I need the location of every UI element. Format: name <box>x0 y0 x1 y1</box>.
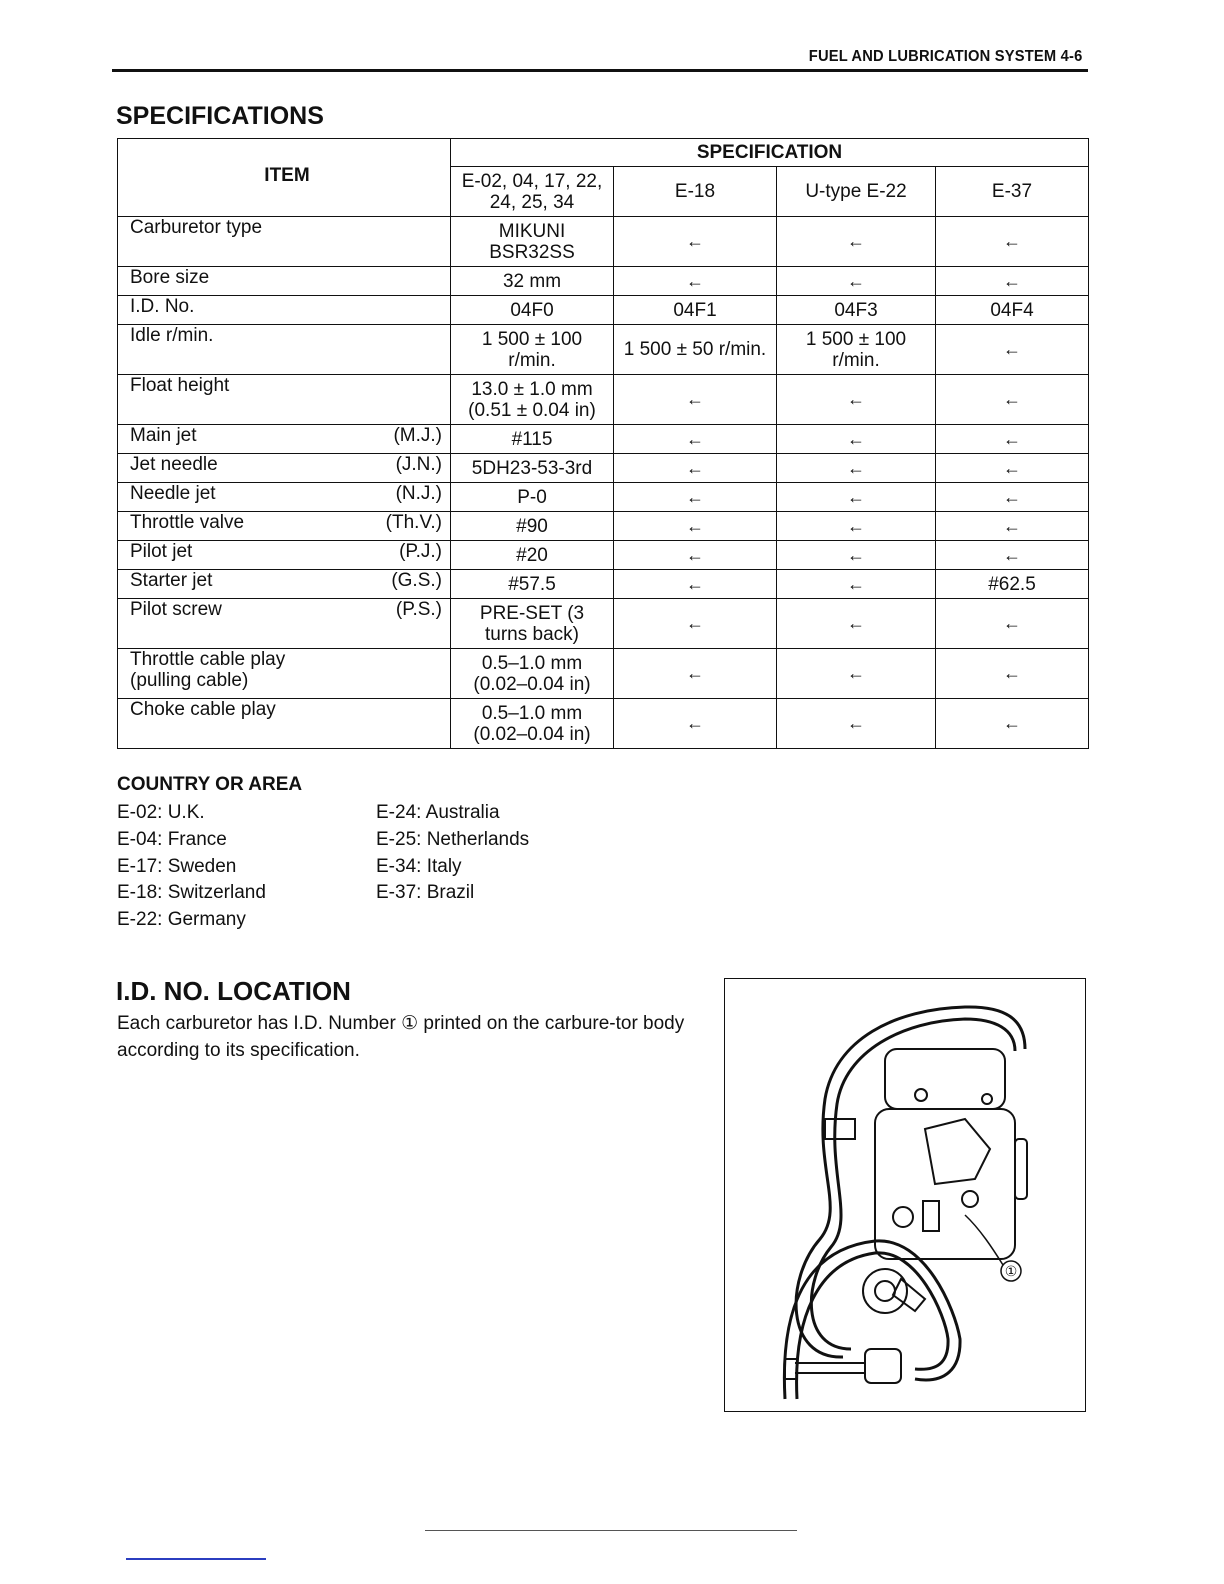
table-row <box>118 699 1089 749</box>
country-item: E-18: Switzerland <box>117 882 266 904</box>
row-item-label: Bore size <box>130 267 210 288</box>
row-item-cell <box>118 483 451 512</box>
id-location-text: Each carburetor has I.D. Number ① printed on the carbure-tor body according to its specification. <box>117 1013 685 1061</box>
row-value-cell: MIKUNI BSR32SS <box>451 217 614 267</box>
row-item-abbreviation: (G.S.) <box>391 570 442 591</box>
row-item-abbreviation <box>442 217 444 238</box>
column-header-e02-group: E-02, 04, 17, 22, 24, 25, 34 <box>451 167 614 217</box>
table-row <box>118 296 1089 325</box>
row-item-abbreviation: (M.J.) <box>393 425 442 446</box>
same-as-left-arrow: ← <box>936 512 1089 541</box>
same-as-left-arrow: ← <box>614 425 777 454</box>
row-item-cell <box>118 217 451 267</box>
country-item: E-22: Germany <box>117 909 246 931</box>
row-item-abbreviation <box>442 699 444 720</box>
table-row <box>118 425 1089 454</box>
row-value-cell: 0.5–1.0 mm (0.02–0.04 in) <box>451 649 614 699</box>
row-item-abbreviation: (P.S.) <box>395 599 442 620</box>
country-item: E-37: Brazil <box>376 882 475 904</box>
same-as-left-arrow: ← <box>936 267 1089 296</box>
table-row <box>118 512 1089 541</box>
row-item-label: Idle r/min. <box>130 325 214 346</box>
table-row <box>118 599 1089 649</box>
row-item-abbreviation <box>442 325 444 346</box>
column-header-e37: E-37 <box>936 167 1089 217</box>
row-item-label: Jet needle <box>130 454 218 475</box>
row-item-cell <box>118 570 451 599</box>
footer-rule <box>425 1530 797 1531</box>
row-value-cell: 04F0 <box>451 296 614 325</box>
country-area-title: COUNTRY OR AREA <box>117 774 303 795</box>
row-item-abbreviation <box>442 267 444 288</box>
same-as-left-arrow: ← <box>777 483 936 512</box>
row-value-cell: PRE-SET (3 turns back) <box>451 599 614 649</box>
table-row <box>118 541 1089 570</box>
row-item-abbreviation: (N.J.) <box>395 483 442 504</box>
row-item-cell <box>118 325 451 375</box>
country-item: E-04: France <box>117 828 227 850</box>
row-item-abbreviation <box>442 296 444 317</box>
table-row <box>118 217 1089 267</box>
row-item-abbreviation <box>442 375 444 396</box>
same-as-left-arrow: ← <box>936 425 1089 454</box>
table-row <box>118 454 1089 483</box>
same-as-left-arrow: ← <box>614 375 777 425</box>
specifications-title: SPECIFICATIONS <box>116 102 324 130</box>
same-as-left-arrow: ← <box>777 699 936 749</box>
same-as-left-arrow: ← <box>614 512 777 541</box>
same-as-left-arrow: ← <box>936 541 1089 570</box>
table-row <box>118 483 1089 512</box>
same-as-left-arrow: ← <box>777 649 936 699</box>
same-as-left-arrow: ← <box>614 267 777 296</box>
row-item-cell <box>118 649 451 699</box>
carburetor-illustration <box>725 979 1087 1413</box>
same-as-left-arrow: ← <box>777 375 936 425</box>
same-as-left-arrow: ← <box>936 454 1089 483</box>
country-item: E-25: Netherlands <box>376 828 530 850</box>
country-item: E-02: U.K. <box>117 802 205 823</box>
country-item: E-34: Italy <box>376 855 462 877</box>
same-as-left-arrow: ← <box>777 541 936 570</box>
row-value-cell: #57.5 <box>451 570 614 599</box>
same-as-left-arrow: ← <box>614 599 777 649</box>
column-header-e22: U-type E-22 <box>777 167 936 217</box>
row-value-cell: P-0 <box>451 483 614 512</box>
row-item-label: Carburetor type <box>130 217 263 238</box>
corner-rule <box>126 1558 266 1560</box>
specifications-table <box>117 138 1089 749</box>
header-rule <box>112 69 1088 72</box>
row-item-abbreviation: (J.N.) <box>395 454 442 475</box>
same-as-left-arrow: ← <box>936 375 1089 425</box>
row-item-abbreviation <box>442 649 444 691</box>
row-item-label: Float height <box>130 375 230 396</box>
row-item-cell <box>118 296 451 325</box>
row-item-label: Throttle valve <box>130 512 245 533</box>
row-item-abbreviation: (Th.V.) <box>385 512 442 533</box>
row-item-label: Throttle cable play (pulling cable) <box>130 649 286 691</box>
same-as-left-arrow: ← <box>936 217 1089 267</box>
same-as-left-arrow: ← <box>936 325 1089 375</box>
country-list-left <box>117 800 266 934</box>
row-value-cell: #62.5 <box>936 570 1089 599</box>
carburetor-figure <box>724 978 1086 1412</box>
row-value-cell: #20 <box>451 541 614 570</box>
row-item-label: Starter jet <box>130 570 213 591</box>
id-location-title: I.D. NO. LOCATION <box>116 976 351 1006</box>
same-as-left-arrow: ← <box>777 217 936 267</box>
same-as-left-arrow: ← <box>777 599 936 649</box>
table-row <box>118 267 1089 296</box>
row-value-cell: 0.5–1.0 mm (0.02–0.04 in) <box>451 699 614 749</box>
row-value-cell: 04F3 <box>777 296 936 325</box>
row-item-label: Main jet <box>130 425 197 446</box>
same-as-left-arrow: ← <box>614 541 777 570</box>
row-value-cell: 5DH23-53-3rd <box>451 454 614 483</box>
table-row <box>118 375 1089 425</box>
id-callout-number: ① <box>1004 1264 1018 1280</box>
row-value-cell: 1 500 ± 100 r/min. <box>777 325 936 375</box>
table-row <box>118 570 1089 599</box>
row-item-cell <box>118 541 451 570</box>
row-item-cell <box>118 699 451 749</box>
row-item-cell <box>118 425 451 454</box>
same-as-left-arrow: ← <box>777 454 936 483</box>
same-as-left-arrow: ← <box>614 570 777 599</box>
page-header-title: FUEL AND LUBRICATION SYSTEM 4-6 <box>808 48 1082 65</box>
row-item-cell <box>118 599 451 649</box>
same-as-left-arrow: ← <box>936 649 1089 699</box>
table-row <box>118 649 1089 699</box>
row-value-cell: 04F1 <box>614 296 777 325</box>
row-item-cell <box>118 375 451 425</box>
row-value-cell: 1 500 ± 100 r/min. <box>451 325 614 375</box>
item-column-header: ITEM <box>118 139 451 217</box>
row-item-cell <box>118 454 451 483</box>
same-as-left-arrow: ← <box>777 512 936 541</box>
row-item-label: Needle jet <box>130 483 216 504</box>
row-item-label: I.D. No. <box>130 296 195 317</box>
row-item-cell <box>118 267 451 296</box>
same-as-left-arrow: ← <box>614 699 777 749</box>
row-value-cell: #90 <box>451 512 614 541</box>
column-header-e18: E-18 <box>614 167 777 217</box>
country-item: E-24: Australia <box>376 802 500 823</box>
row-value-cell: 1 500 ± 50 r/min. <box>614 325 777 375</box>
country-list-right <box>376 800 529 907</box>
same-as-left-arrow: ← <box>614 217 777 267</box>
same-as-left-arrow: ← <box>777 267 936 296</box>
row-value-cell: 32 mm <box>451 267 614 296</box>
same-as-left-arrow: ← <box>936 599 1089 649</box>
row-item-label: Choke cable play <box>130 699 276 720</box>
row-value-cell: 04F4 <box>936 296 1089 325</box>
same-as-left-arrow: ← <box>936 483 1089 512</box>
same-as-left-arrow: ← <box>777 425 936 454</box>
same-as-left-arrow: ← <box>614 483 777 512</box>
same-as-left-arrow: ← <box>936 699 1089 749</box>
table-row <box>118 325 1089 375</box>
row-item-label: Pilot screw <box>130 599 222 620</box>
row-item-cell <box>118 512 451 541</box>
country-item: E-17: Sweden <box>117 855 237 877</box>
row-item-label: Pilot jet <box>130 541 193 562</box>
row-value-cell: 13.0 ± 1.0 mm (0.51 ± 0.04 in) <box>451 375 614 425</box>
same-as-left-arrow: ← <box>777 570 936 599</box>
specification-column-header: SPECIFICATION <box>451 139 1089 167</box>
row-item-abbreviation: (P.J.) <box>399 541 442 562</box>
row-value-cell: #115 <box>451 425 614 454</box>
same-as-left-arrow: ← <box>614 649 777 699</box>
same-as-left-arrow: ← <box>614 454 777 483</box>
